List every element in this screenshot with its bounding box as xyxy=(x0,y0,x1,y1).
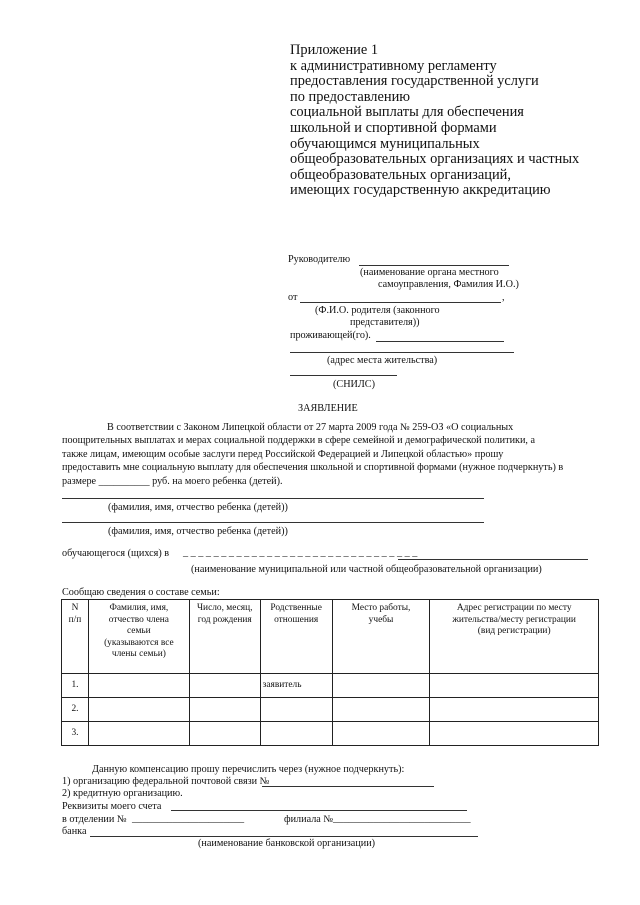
to-label: Руководителю xyxy=(288,254,351,265)
bank-label: банка xyxy=(62,826,87,837)
address-field[interactable] xyxy=(290,352,514,353)
header-line: по предоставлению xyxy=(290,88,411,105)
bank-option: 2) кредитную организацию. xyxy=(62,788,183,799)
name-cell[interactable] xyxy=(88,722,189,746)
child-name-hint: (фамилия, имя, отчество ребенка (детей)) xyxy=(108,526,288,537)
header-text: Адрес регистрации по месту xyxy=(456,603,572,613)
header-text: отношения xyxy=(274,614,319,625)
branch-field[interactable]: ______________________ xyxy=(132,813,245,824)
header-line: общеобразовательных организациях и частных xyxy=(290,151,580,168)
account-field[interactable] xyxy=(171,810,467,811)
header-line: Приложение 1 xyxy=(290,42,379,58)
header-line: имеющих государственную аккредитацию xyxy=(290,182,551,199)
col-header-num xyxy=(62,600,89,674)
family-table xyxy=(61,599,599,746)
work-cell[interactable] xyxy=(332,722,430,746)
header-text: отчество члена xyxy=(108,614,169,625)
statement-paragraph xyxy=(62,421,602,488)
bank-name-field[interactable] xyxy=(90,836,478,837)
relation-cell: заявитель xyxy=(260,674,332,698)
appendix-header xyxy=(290,43,635,199)
header-text: члены семьи) xyxy=(111,649,166,659)
child-name-field[interactable] xyxy=(62,498,484,499)
payment-intro: Данную компенсацию прошу перечислить через (нужное подчеркнуть): xyxy=(92,764,405,775)
filial-label: филиала № xyxy=(284,814,334,825)
school-hint: (наименование муниципальной или частной общеобразовательной организации) xyxy=(191,564,542,575)
header-text: N xyxy=(71,603,79,613)
col-header-birthdate xyxy=(189,600,260,674)
header-line: общеобразовательных организаций, xyxy=(290,166,511,183)
child-name-field[interactable] xyxy=(62,522,484,523)
to-hint: (наименование органа местного xyxy=(360,267,499,278)
col-header-relation xyxy=(260,600,332,674)
student-label: обучающегося (щихся) в xyxy=(62,548,170,559)
header-text: Фамилия, имя, xyxy=(109,603,169,613)
birthdate-cell[interactable] xyxy=(189,698,260,722)
residing-label: проживающей(го). xyxy=(290,330,371,341)
child-name-hint: (фамилия, имя, отчество ребенка (детей)) xyxy=(108,502,288,513)
header-text: (вид регистрации) xyxy=(477,626,551,636)
from-hint: представителя)) xyxy=(350,317,420,328)
from-field[interactable] xyxy=(300,302,501,303)
statement-line: размере __________ руб. на моего ребенка (детей). xyxy=(62,475,283,487)
header-line: школьной и спортивной формами xyxy=(290,119,497,136)
name-cell[interactable] xyxy=(88,674,189,698)
col-header-address xyxy=(430,600,599,674)
row-number: 3. xyxy=(62,722,89,746)
header-text: Место работы, xyxy=(351,603,411,613)
table-header-row xyxy=(62,600,599,674)
header-text: п/п xyxy=(68,614,82,625)
header-text: (указываются все xyxy=(104,637,174,648)
filial-field[interactable]: ___________________________ xyxy=(333,813,471,824)
birthdate-cell[interactable] xyxy=(189,722,260,746)
col-header-work xyxy=(332,600,430,674)
row-number: 1. xyxy=(62,674,89,698)
name-cell[interactable] xyxy=(88,698,189,722)
from-comma: , xyxy=(502,292,505,303)
school-field[interactable] xyxy=(398,559,588,560)
header-line: к административному регламенту xyxy=(290,57,497,74)
residing-field[interactable] xyxy=(376,341,504,342)
address-cell[interactable] xyxy=(430,722,599,746)
family-intro: Сообщаю сведения о составе семьи: xyxy=(62,587,220,598)
account-label: Реквизиты моего счета xyxy=(62,801,162,812)
branch-label: в отделении № xyxy=(62,814,127,825)
header-line: обучающимся муниципальных xyxy=(290,135,480,152)
document-title: ЗАЯВЛЕНИЕ xyxy=(298,403,358,414)
table-row xyxy=(62,698,599,722)
header-text: учебы xyxy=(368,614,394,625)
table-row xyxy=(62,722,599,746)
header-text: семьи xyxy=(127,626,151,636)
table-row xyxy=(62,674,599,698)
header-text: жительства/месту регистрации xyxy=(452,614,576,625)
statement-line: В соответствии с Законом Липецкой области от 27 марта 2009 года № 259-ОЗ «О социальных xyxy=(107,422,514,433)
snils-field[interactable] xyxy=(290,375,397,376)
from-hint: (Ф.И.О. родителя (законного xyxy=(315,305,440,316)
row-number: 2. xyxy=(62,698,89,722)
to-hint: самоуправления, Фамилия И.О.) xyxy=(378,279,519,290)
birthdate-cell[interactable] xyxy=(189,674,260,698)
statement-line: также лицам, имеющим особые заслуги перед Российской Федерацией и Липецкой областью» прошу xyxy=(62,448,504,460)
address-cell[interactable] xyxy=(430,698,599,722)
work-cell[interactable] xyxy=(332,698,430,722)
header-text: Число, месяц, xyxy=(196,603,253,613)
postal-option: 1) организацию федеральной почтовой связи № xyxy=(62,776,270,787)
address-cell[interactable] xyxy=(430,674,599,698)
work-cell[interactable] xyxy=(332,674,430,698)
col-header-name xyxy=(88,600,189,674)
to-field[interactable] xyxy=(359,265,509,266)
snils-hint: (СНИЛС) xyxy=(333,379,375,390)
statement-line: предоставить мне социальную выплату для обеспечения школьной и спортивной формами (нужное подчеркнуть) в xyxy=(62,462,564,474)
header-line: социальной выплаты для обеспечения xyxy=(290,104,524,121)
header-text: год рождения xyxy=(197,614,252,625)
relation-cell[interactable] xyxy=(260,698,332,722)
address-hint: (адрес места жительства) xyxy=(327,355,438,366)
header-line: предоставления государственной услуги xyxy=(290,73,539,90)
student-dashes: _ _ _ _ _ _ _ _ _ _ _ _ _ _ _ _ _ _ _ _ _ _ _ _ _ _ _ _ _ _ _ xyxy=(183,547,418,558)
relation-cell[interactable] xyxy=(260,722,332,746)
postal-number-field[interactable] xyxy=(262,786,434,787)
header-text: Родственные xyxy=(270,603,322,613)
from-label: от xyxy=(288,292,298,303)
bank-hint: (наименование банковской организации) xyxy=(198,838,376,849)
statement-line: поощрительных выплатах и мерах социальной поддержки в сфере семейной и демографической политики, а xyxy=(62,435,536,447)
